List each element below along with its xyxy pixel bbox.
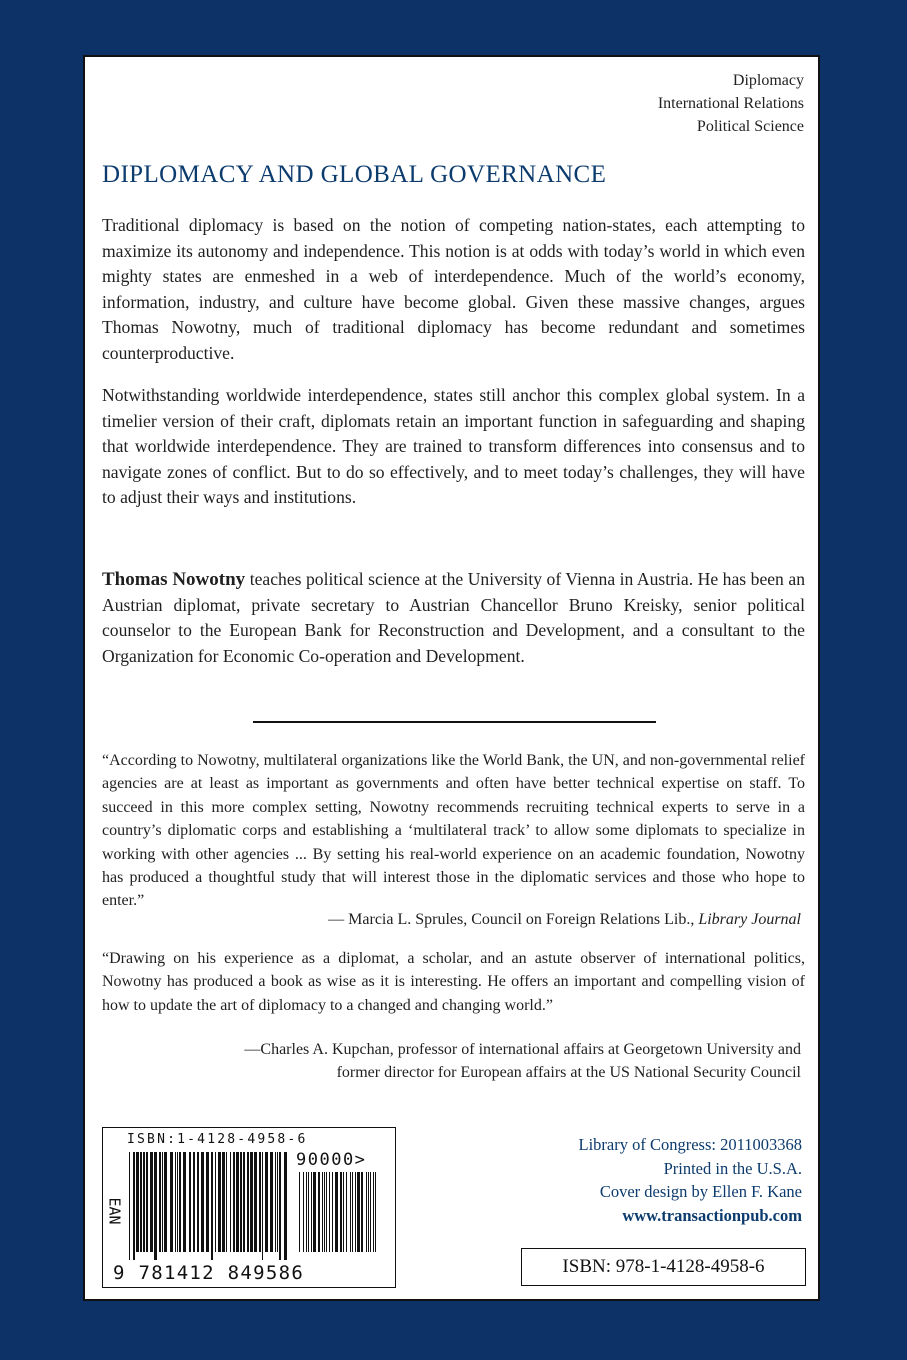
barcode-bar — [236, 1152, 239, 1252]
reviewer-title: former director for European affairs at the US National Security Council — [336, 1064, 801, 1082]
barcode-bar — [133, 1152, 135, 1260]
barcode-bar — [243, 1152, 245, 1252]
barcode-bar — [189, 1152, 191, 1252]
barcode — [102, 1127, 396, 1288]
author-bio-text: teaches political science at the University of Vienna in Austria. He has been an Austrian diplomat, private secretary to Austrian Chancellor Bruno Kreisky, senior political counselor to the European Bank for Reconstruction and Development, and a consultant to the Organization for Economic Co-operation and Development. — [102, 569, 805, 666]
barcode-bar — [136, 1152, 139, 1252]
barcode-bar — [335, 1172, 338, 1252]
barcode-bar — [226, 1152, 227, 1252]
barcode-bar — [230, 1152, 231, 1252]
book-title: DIPLOMACY AND GLOBAL GOVERNANCE — [102, 161, 607, 188]
review-attribution — [244, 1038, 801, 1085]
barcode-bar — [352, 1172, 353, 1252]
review-quote: “Drawing on his experience as a diplomat, a scholar, and an astute observer of international politics, Nowotny has produced a book as wise as it is interesting. He offers an important and compelling vision of how to update the art of diplomacy to a changed and changing world.” — [102, 950, 805, 1014]
barcode-bar — [177, 1152, 178, 1252]
barcode-bar — [197, 1152, 199, 1252]
barcode-bar — [346, 1172, 347, 1252]
barcode-bar — [146, 1152, 148, 1252]
review-attribution — [328, 908, 801, 931]
barcode-price-code: 90000> — [296, 1150, 367, 1170]
barcode-bar — [308, 1172, 309, 1252]
barcode-bar — [240, 1152, 242, 1252]
barcode-bar — [129, 1152, 130, 1260]
barcode-bar — [262, 1152, 263, 1260]
barcode-bar — [355, 1172, 356, 1252]
divider — [253, 721, 656, 723]
description-paragraph: Notwithstanding worldwide interdependence, states still anchor this complex global system. In a timelier version of their craft, diplomats retain an important function in safeguarding and shaping that worldwide interdependence. They are trained to transform differences into consensus and to navigate zones of conflict. But to do so effectively, and to meet today’s challenges, they will have to adjust their ways and institutions. — [102, 385, 805, 508]
barcode-bar — [350, 1172, 351, 1252]
barcode-bar — [179, 1152, 181, 1252]
barcode-ean-label: EAN — [105, 1197, 124, 1225]
barcode-bar — [284, 1152, 287, 1260]
barcode-bar — [343, 1172, 344, 1252]
review-quote: “According to Nowotny, multilateral organizations like the World Bank, the UN, and non-governmental relief agencies are at least as important as governments and often have better technical expertise on staff. To succeed in this more complex setting, Nowotny recommends recruiting technical experts to serve in a country’s diplomatic corps and establishing a ‘multilateral track’ to allow some diplomats to specialize in working with other agencies ... By setting his real-world experience on an academic foundation, Nowotny has produced a thoughtful study that will interest those in the diplomatic services and those who hope to enter.” — [102, 752, 805, 910]
barcode-bar — [370, 1172, 371, 1252]
barcode-bar — [170, 1152, 173, 1252]
barcode-bar — [193, 1152, 195, 1252]
barcode-digits: 9 781412 849586 — [113, 1262, 305, 1284]
barcode-bar — [259, 1152, 261, 1252]
barcode-bar — [233, 1152, 235, 1252]
subject-item: International Relations — [657, 95, 804, 112]
barcode-bar — [201, 1152, 204, 1252]
barcode-bar — [313, 1172, 316, 1252]
barcode-bar — [357, 1172, 360, 1252]
barcode-bar — [299, 1172, 300, 1252]
barcode-bar — [175, 1152, 176, 1252]
barcode-bar — [215, 1152, 216, 1252]
publisher-website[interactable]: www.transactionpub.com — [622, 1205, 802, 1225]
barcode-bar — [222, 1152, 225, 1252]
barcode-bar — [375, 1172, 376, 1252]
barcode-bar — [366, 1172, 367, 1252]
barcode-bar — [247, 1152, 249, 1252]
isbn-box: ISBN: 978-1-4128-4958-6 — [521, 1248, 806, 1286]
barcode-bar — [329, 1172, 330, 1252]
subject-item: Diplomacy — [732, 72, 804, 89]
barcode-bar — [361, 1172, 363, 1252]
barcode-bar — [162, 1152, 163, 1252]
barcode-bar — [211, 1152, 213, 1260]
barcode-bar — [326, 1172, 327, 1252]
barcode-bar — [303, 1172, 304, 1252]
barcode-bar — [311, 1172, 312, 1252]
reviewer: — Marcia L. Sprules, Council on Foreign Relations Lib., — [328, 911, 699, 928]
author-name: Thomas Nowotny — [102, 569, 246, 590]
barcode-bar — [306, 1172, 307, 1252]
barcode-bars — [129, 1152, 289, 1262]
barcode-bar — [275, 1152, 276, 1252]
back-cover — [83, 55, 820, 1301]
imprint-info — [579, 1133, 802, 1227]
barcode-bar — [140, 1152, 142, 1252]
barcode-bar — [277, 1152, 278, 1252]
description-paragraph: Traditional diplomacy is based on the notion of competing nation-states, each attempting to maximize its autonomy and independence. This notion is at odds with today’s world in which even mighty states are enmeshed in a web of interdependence. Much of the world’s economy, information, industry, and culture have become global. Given these massive changes, argues Thomas Nowotny, much of traditional diplomacy has become redundant and sometimes counterproductive. — [102, 215, 805, 363]
barcode-bar — [322, 1172, 323, 1252]
author-bio — [102, 567, 805, 669]
barcode-bar — [150, 1152, 153, 1252]
review-source: Library Journal — [698, 911, 801, 928]
barcode-isbn-label: ISBN:1-4128-4958-6 — [127, 1132, 308, 1147]
reviewer: —Charles A. Kupchan, professor of international affairs at Georgetown University and — [244, 1041, 801, 1058]
barcode-bar — [368, 1172, 369, 1252]
barcode-bar — [206, 1152, 209, 1252]
barcode-bar — [279, 1152, 281, 1260]
subject-item: Political Science — [696, 118, 804, 135]
printed-in: Printed in the U.S.A. — [663, 1158, 802, 1178]
barcode-bar — [324, 1172, 325, 1252]
barcode-bar — [270, 1152, 273, 1252]
barcode-bar — [265, 1152, 268, 1252]
barcode-bar — [154, 1152, 157, 1260]
subject-categories — [658, 69, 804, 138]
barcode-bar — [373, 1172, 374, 1252]
barcode-bar — [218, 1152, 221, 1252]
barcode-bar — [254, 1152, 257, 1252]
library-of-congress: Library of Congress: 2011003368 — [578, 1135, 802, 1154]
barcode-bar — [183, 1152, 186, 1252]
cover-credit: Cover design by Ellen F. Kane — [599, 1182, 802, 1201]
barcode-bar — [143, 1152, 145, 1252]
barcode-bar — [250, 1152, 253, 1252]
barcode-bar — [332, 1172, 333, 1252]
barcode-bar — [340, 1172, 342, 1252]
barcode-bar — [164, 1152, 167, 1252]
barcode-bar — [318, 1172, 320, 1252]
barcode-addon-bars — [299, 1172, 385, 1258]
barcode-bar — [159, 1152, 161, 1252]
